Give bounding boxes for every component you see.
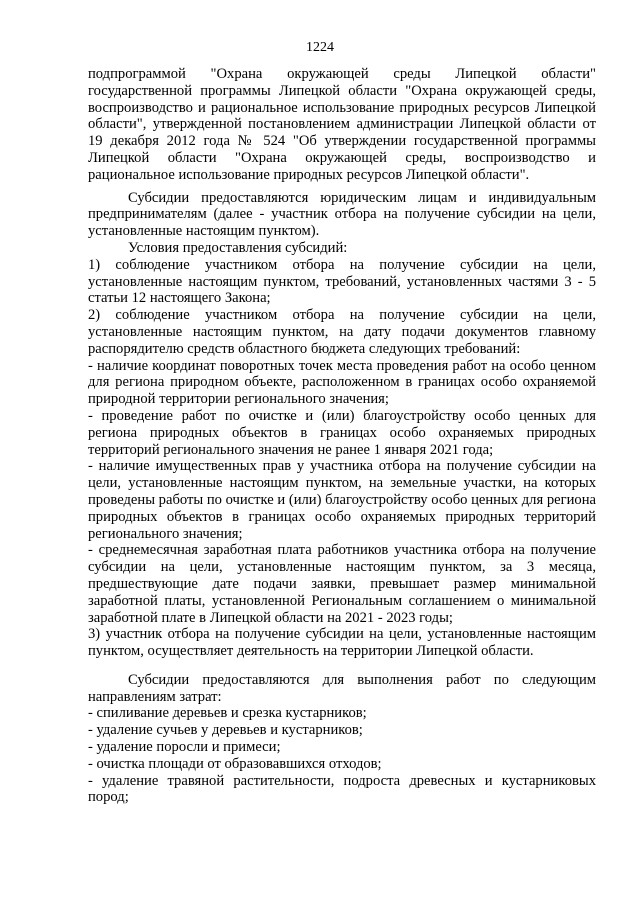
document-body <box>88 66 596 806</box>
list-item-cleaning-works: - проведение работ по очистке и (или) благоустройству особо ценных для региона природных объектов в границах особо охраняемых природных территорий регионального значения не ранее 1 января 2021 года; <box>88 407 596 458</box>
list-item-condition-2: 2) соблюдение участником отбора на получение субсидии на цели, установленные настоящим пунктом, на дату подачи документов главному распорядителю средств областного бюджета следующих требований: <box>88 307 596 357</box>
list-item-condition-3: 3) участник отбора на получение субсидии на цели, установленные настоящим пунктом, осуществляет деятельность на территории Липецкой области. <box>88 626 596 660</box>
list-item-grass-removal: - удаление травяной растительности, подроста древесных и кустарниковых пород; <box>88 772 596 806</box>
list-item-tree-cutting: - спиливание деревьев и срезка кустарников; <box>88 705 367 722</box>
list-item-waste-cleanup: - очистка площади от образовавшихся отходов; <box>88 755 382 772</box>
paragraph-conditions-heading: Условия предоставления субсидий: <box>128 239 348 256</box>
paragraph-program-reference: подпрограммой "Охрана окружающей среды Липецкой области" государственной программы Липецкой области "Охрана окружающей среды, воспроизводство и рациональное использование природных ресурсов Липецкой области", утвержденной постановлением администрации Липецкой области от 19 декабря 2012 года № 524 "Об утверждении государственной программы Липецкой области "Охрана окружающей среды, воспроизводство и рациональное использование природных ресурсов Липецкой области". <box>88 66 596 183</box>
list-item-property-rights: - наличие имущественных прав у участника отбора на получение субсидии на цели, установленные настоящим пунктом, на земельные участки, на которых проведены работы по очистке и (или) благоустройству особо ценных для региона природных объектов в границах особо охраняемых природных территорий регионального значения; <box>88 458 596 542</box>
list-item-branch-removal: - удаление сучьев у деревьев и кустарников; <box>88 722 363 739</box>
paragraph-recipients: Субсидии предоставляются юридическим лицам и индивидуальным предпринимателям (далее - участник отбора на получение субсидии на цели, установленные настоящим пунктом). <box>88 189 596 240</box>
list-item-coordinates: - наличие координат поворотных точек места проведения работ на особо ценном для региона природном объекте, расположенном в границах особо охраняемой природной территории регионального значения; <box>88 357 596 408</box>
paragraph-cost-directions: Субсидии предоставляются для выполнения работ по следующим направлениям затрат: <box>88 671 596 705</box>
page-number: 1224 <box>306 40 334 55</box>
list-item-growth-removal: - удаление поросли и примеси; <box>88 739 281 756</box>
list-item-condition-1: 1) соблюдение участником отбора на получение субсидии на цели, установленные настоящим пунктом, требований, установленных частями 3 - 5 статьи 12 настоящего Закона; <box>88 256 596 307</box>
list-item-average-salary: - среднемесячная заработная плата работников участника отбора на получение субсидии на цели, установленные настоящим пунктом, за 3 месяца, предшествующие дате подачи заявки, превышает размер минимальной заработной платы, установленной Региональным соглашением о минимальной заработной плате в Липецкой области на 2021 - 2023 годы; <box>88 542 596 626</box>
